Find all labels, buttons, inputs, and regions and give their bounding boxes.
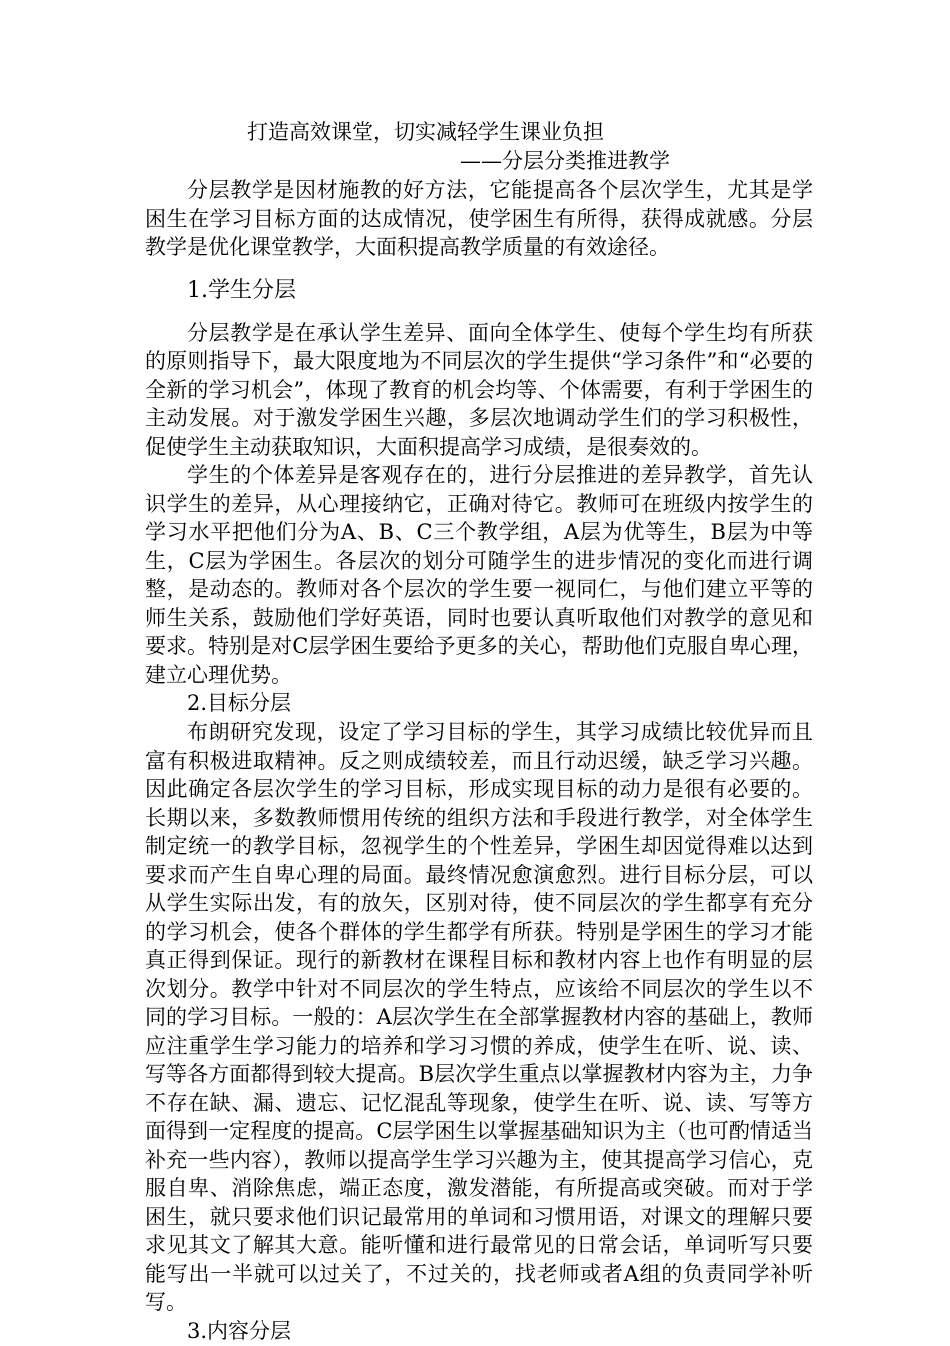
intro-paragraph: 分层教学是因材施教的好方法，它能提高各个层次学生，尤其是学困生在学习目标方面的达成情况，使学困生有所得，获得成就感。分层教学是优化课堂教学，大面积提高教学质量的有效途径。 [145, 178, 813, 259]
section-heading-content-layering: 3.内容分层 [187, 1318, 292, 1343]
document-title: 打造高效课堂，切实减轻学生课业负担 [247, 120, 604, 144]
document-subtitle: ——分层分类推进教学 [460, 149, 670, 173]
section-heading-student-layering: 1.学生分层 [187, 277, 296, 303]
body-paragraph: 布朗研究发现，设定了学习目标的学生，其学习成绩比较优异而且富有积极进取精神。反之则成绩较差，而且行动迟缓，缺乏学习兴趣。因此确定各层次学生的学习目标，形成实现目标的动力是很有必要的。长期以来，多数教师惯用传统的组织方法和手段进行教学，对全体学生制定统一的教学目标，忽视学生的个性差异，学困生却因觉得难以达到要求而产生自卑心理的局面。最终情况愈演愈烈。进行目标分层，可以从学生实际出发，有的放矢，区别对待，使不同层次的学生都享有充分的学习机会，使各个群体的学生都学有所获。特别是学困生的学习才能真正得到保证。现行的新教材在课程目标和教材内容上也作有明显的层次划分。教学中针对不同层次的学生特点，应该给不同层次的学生以不同的学习目标。一般的：A层次学生在全部掌握教材内容的基础上，教师应注重学生学习能力的培养和学习习惯的养成，使学生在听、说、读、写等各方面都得到较大提高。B层次学生重点以掌握教材内容为主，力争不存在缺、漏、遗忘、记忆混乱等现象，使学生在听、说、读、写等方面得到一定程度的提高。C层学困生以掌握基础知识为主（也可酌情适当补充一些内容），教师以提高学生学习兴趣为主，使其提高学习信心，克服自卑、消除焦虑，端正态度，激发潜能，有所提高或突破。而对于学困生，就只要求他们识记最常用的单词和习惯用语，对课文的理解只要求见其文了解其大意。能听懂和进行最常见的日常会话，单词听写只要能写出一半就可以过关了，不过关的，找老师或者A组的负责同学补听写。 [145, 720, 813, 1314]
body-paragraph: 分层教学是在承认学生差异、面向全体学生、使每个学生均有所获的原则指导下，最大限度地为不同层次的学生提供“学习条件”和“必要的全新的学习机会”，体现了教育的机会均等、个体需要，有利于学困生的主动发展。对于激发学困生兴趣，多层次地调动学生们的学习积极性，促使学生主动获取知识，大面积提高学习成绩，是很奏效的。 [145, 320, 813, 459]
section-heading-goal-layering: 2.目标分层 [187, 691, 292, 715]
body-paragraph: 学生的个体差异是客观存在的，进行分层推进的差异教学，首先认识学生的差异，从心理接纳它，正确对待它。教师可在班级内按学生的学习水平把他们分为A、B、C三个教学组，A层为优等生，B层为中等生，C层为学困生。各层次的划分可随学生的进步情况的变化而进行调整，是动态的。教师对各个层次的学生要一视同仁，与他们建立平等的师生关系，鼓励他们学好英语，同时也要认真听取他们对教学的意见和要求。特别是对C层学困生要给予更多的关心，帮助他们克服自卑心理，建立心理优势。 [145, 463, 813, 687]
document-page [145, 118, 813, 1346]
